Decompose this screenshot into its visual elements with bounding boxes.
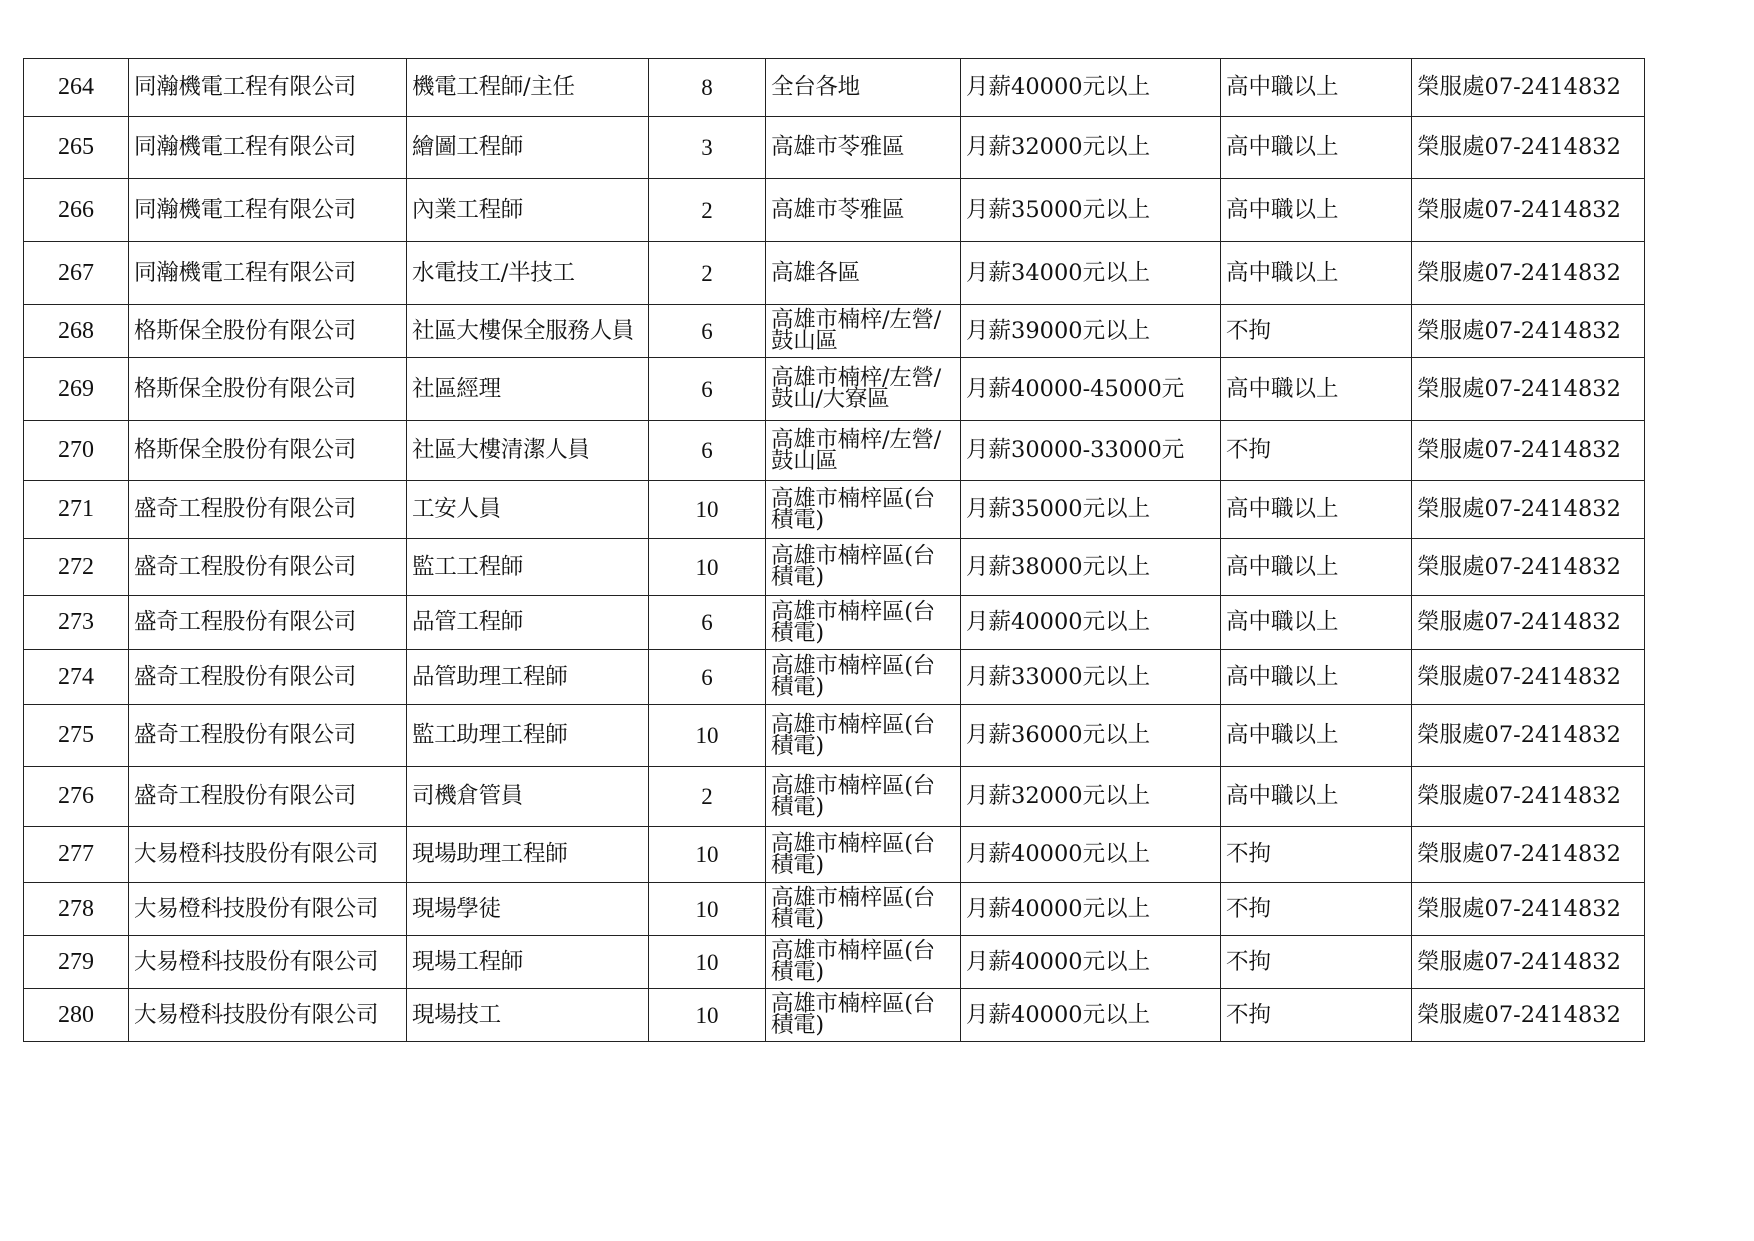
table-row	[24, 827, 1645, 883]
table-row	[24, 539, 1645, 596]
salary-cell: 月薪34000元以上	[961, 242, 1221, 305]
salary-cell: 月薪40000元以上	[961, 989, 1221, 1042]
opening-count-cell: 10	[649, 481, 766, 539]
education-requirement-cell: 不拘	[1221, 827, 1412, 883]
education-requirement-cell: 不拘	[1221, 421, 1412, 481]
row-number-cell: 271	[24, 481, 129, 539]
contact-info-cell: 榮服處07-2414832	[1412, 117, 1645, 179]
company-name-cell: 盛奇工程股份有限公司	[129, 596, 407, 650]
contact-info-cell: 榮服處07-2414832	[1412, 421, 1645, 481]
company-name-cell: 盛奇工程股份有限公司	[129, 705, 407, 767]
education-requirement-cell: 高中職以上	[1221, 59, 1412, 117]
contact-info-cell: 榮服處07-2414832	[1412, 883, 1645, 936]
education-requirement-cell: 不拘	[1221, 989, 1412, 1042]
job-title-cell: 社區大樓保全服務人員	[407, 305, 649, 358]
table-row	[24, 767, 1645, 827]
contact-info-cell: 榮服處07-2414832	[1412, 596, 1645, 650]
table-row	[24, 650, 1645, 705]
company-name-cell: 同瀚機電工程有限公司	[129, 117, 407, 179]
salary-cell: 月薪30000-33000元	[961, 421, 1221, 481]
work-location-cell: 高雄市楠梓區(台積電)	[766, 481, 961, 539]
opening-count-cell: 6	[649, 650, 766, 705]
row-number-cell: 267	[24, 242, 129, 305]
job-listing-table	[23, 58, 1645, 1042]
work-location-cell: 高雄各區	[766, 242, 961, 305]
table-row	[24, 936, 1645, 989]
company-name-cell: 盛奇工程股份有限公司	[129, 767, 407, 827]
table-row	[24, 117, 1645, 179]
company-name-cell: 大易橙科技股份有限公司	[129, 827, 407, 883]
job-title-cell: 監工工程師	[407, 539, 649, 596]
salary-cell: 月薪40000元以上	[961, 936, 1221, 989]
job-title-cell: 工安人員	[407, 481, 649, 539]
opening-count-cell: 10	[649, 827, 766, 883]
row-number-cell: 279	[24, 936, 129, 989]
row-number-cell: 269	[24, 358, 129, 421]
education-requirement-cell: 高中職以上	[1221, 705, 1412, 767]
table-row	[24, 596, 1645, 650]
education-requirement-cell: 不拘	[1221, 883, 1412, 936]
row-number-cell: 274	[24, 650, 129, 705]
table-row	[24, 59, 1645, 117]
contact-info-cell: 榮服處07-2414832	[1412, 59, 1645, 117]
table-row	[24, 481, 1645, 539]
row-number-cell: 268	[24, 305, 129, 358]
opening-count-cell: 2	[649, 179, 766, 242]
salary-cell: 月薪38000元以上	[961, 539, 1221, 596]
job-title-cell: 現場學徒	[407, 883, 649, 936]
row-number-cell: 275	[24, 705, 129, 767]
table-row	[24, 358, 1645, 421]
salary-cell: 月薪35000元以上	[961, 179, 1221, 242]
contact-info-cell: 榮服處07-2414832	[1412, 827, 1645, 883]
contact-info-cell: 榮服處07-2414832	[1412, 705, 1645, 767]
row-number-cell: 273	[24, 596, 129, 650]
company-name-cell: 同瀚機電工程有限公司	[129, 179, 407, 242]
company-name-cell: 格斯保全股份有限公司	[129, 358, 407, 421]
salary-cell: 月薪40000元以上	[961, 827, 1221, 883]
row-number-cell: 265	[24, 117, 129, 179]
row-number-cell: 280	[24, 989, 129, 1042]
education-requirement-cell: 高中職以上	[1221, 539, 1412, 596]
salary-cell: 月薪32000元以上	[961, 767, 1221, 827]
row-number-cell: 276	[24, 767, 129, 827]
table-row	[24, 305, 1645, 358]
education-requirement-cell: 不拘	[1221, 305, 1412, 358]
work-location-cell: 高雄市楠梓/左營/鼓山區	[766, 305, 961, 358]
company-name-cell: 盛奇工程股份有限公司	[129, 481, 407, 539]
work-location-cell: 高雄市楠梓區(台積電)	[766, 650, 961, 705]
company-name-cell: 大易橙科技股份有限公司	[129, 883, 407, 936]
work-location-cell: 高雄市楠梓區(台積電)	[766, 883, 961, 936]
company-name-cell: 大易橙科技股份有限公司	[129, 989, 407, 1042]
company-name-cell: 格斯保全股份有限公司	[129, 305, 407, 358]
opening-count-cell: 10	[649, 705, 766, 767]
salary-cell: 月薪40000-45000元	[961, 358, 1221, 421]
opening-count-cell: 6	[649, 421, 766, 481]
education-requirement-cell: 高中職以上	[1221, 650, 1412, 705]
opening-count-cell: 6	[649, 305, 766, 358]
contact-info-cell: 榮服處07-2414832	[1412, 989, 1645, 1042]
table-row	[24, 883, 1645, 936]
work-location-cell: 高雄市楠梓區(台積電)	[766, 539, 961, 596]
work-location-cell: 高雄市楠梓區(台積電)	[766, 705, 961, 767]
education-requirement-cell: 高中職以上	[1221, 481, 1412, 539]
work-location-cell: 高雄市楠梓區(台積電)	[766, 936, 961, 989]
company-name-cell: 盛奇工程股份有限公司	[129, 539, 407, 596]
company-name-cell: 同瀚機電工程有限公司	[129, 242, 407, 305]
opening-count-cell: 3	[649, 117, 766, 179]
contact-info-cell: 榮服處07-2414832	[1412, 650, 1645, 705]
work-location-cell: 高雄市楠梓/左營/鼓山區	[766, 421, 961, 481]
work-location-cell: 高雄市楠梓區(台積電)	[766, 767, 961, 827]
salary-cell: 月薪40000元以上	[961, 596, 1221, 650]
salary-cell: 月薪40000元以上	[961, 883, 1221, 936]
education-requirement-cell: 高中職以上	[1221, 767, 1412, 827]
row-number-cell: 272	[24, 539, 129, 596]
opening-count-cell: 2	[649, 242, 766, 305]
salary-cell: 月薪40000元以上	[961, 59, 1221, 117]
opening-count-cell: 6	[649, 596, 766, 650]
work-location-cell: 全台各地	[766, 59, 961, 117]
row-number-cell: 277	[24, 827, 129, 883]
job-title-cell: 社區大樓清潔人員	[407, 421, 649, 481]
company-name-cell: 格斯保全股份有限公司	[129, 421, 407, 481]
job-title-cell: 現場助理工程師	[407, 827, 649, 883]
contact-info-cell: 榮服處07-2414832	[1412, 305, 1645, 358]
salary-cell: 月薪36000元以上	[961, 705, 1221, 767]
work-location-cell: 高雄市楠梓區(台積電)	[766, 989, 961, 1042]
work-location-cell: 高雄市楠梓區(台積電)	[766, 827, 961, 883]
salary-cell: 月薪32000元以上	[961, 117, 1221, 179]
salary-cell: 月薪39000元以上	[961, 305, 1221, 358]
opening-count-cell: 10	[649, 539, 766, 596]
table-row	[24, 989, 1645, 1042]
table-row	[24, 705, 1645, 767]
table-row	[24, 421, 1645, 481]
company-name-cell: 同瀚機電工程有限公司	[129, 59, 407, 117]
company-name-cell: 大易橙科技股份有限公司	[129, 936, 407, 989]
education-requirement-cell: 高中職以上	[1221, 596, 1412, 650]
job-title-cell: 社區經理	[407, 358, 649, 421]
opening-count-cell: 10	[649, 989, 766, 1042]
education-requirement-cell: 高中職以上	[1221, 179, 1412, 242]
job-title-cell: 水電技工/半技工	[407, 242, 649, 305]
contact-info-cell: 榮服處07-2414832	[1412, 767, 1645, 827]
contact-info-cell: 榮服處07-2414832	[1412, 179, 1645, 242]
contact-info-cell: 榮服處07-2414832	[1412, 936, 1645, 989]
company-name-cell: 盛奇工程股份有限公司	[129, 650, 407, 705]
salary-cell: 月薪35000元以上	[961, 481, 1221, 539]
row-number-cell: 270	[24, 421, 129, 481]
work-location-cell: 高雄市楠梓/左營/鼓山/大寮區	[766, 358, 961, 421]
row-number-cell: 266	[24, 179, 129, 242]
salary-cell: 月薪33000元以上	[961, 650, 1221, 705]
work-location-cell: 高雄市楠梓區(台積電)	[766, 596, 961, 650]
opening-count-cell: 6	[649, 358, 766, 421]
job-listing-sheet	[23, 58, 1645, 1042]
contact-info-cell: 榮服處07-2414832	[1412, 539, 1645, 596]
opening-count-cell: 10	[649, 936, 766, 989]
table-row	[24, 179, 1645, 242]
job-title-cell: 司機倉管員	[407, 767, 649, 827]
opening-count-cell: 8	[649, 59, 766, 117]
job-title-cell: 現場工程師	[407, 936, 649, 989]
job-title-cell: 繪圖工程師	[407, 117, 649, 179]
work-location-cell: 高雄市苓雅區	[766, 117, 961, 179]
opening-count-cell: 2	[649, 767, 766, 827]
education-requirement-cell: 不拘	[1221, 936, 1412, 989]
opening-count-cell: 10	[649, 883, 766, 936]
job-title-cell: 監工助理工程師	[407, 705, 649, 767]
row-number-cell: 278	[24, 883, 129, 936]
job-title-cell: 內業工程師	[407, 179, 649, 242]
contact-info-cell: 榮服處07-2414832	[1412, 242, 1645, 305]
job-title-cell: 品管助理工程師	[407, 650, 649, 705]
job-title-cell: 品管工程師	[407, 596, 649, 650]
table-row	[24, 242, 1645, 305]
contact-info-cell: 榮服處07-2414832	[1412, 481, 1645, 539]
contact-info-cell: 榮服處07-2414832	[1412, 358, 1645, 421]
education-requirement-cell: 高中職以上	[1221, 358, 1412, 421]
work-location-cell: 高雄市苓雅區	[766, 179, 961, 242]
job-title-cell: 現場技工	[407, 989, 649, 1042]
education-requirement-cell: 高中職以上	[1221, 242, 1412, 305]
job-title-cell: 機電工程師/主任	[407, 59, 649, 117]
education-requirement-cell: 高中職以上	[1221, 117, 1412, 179]
row-number-cell: 264	[24, 59, 129, 117]
